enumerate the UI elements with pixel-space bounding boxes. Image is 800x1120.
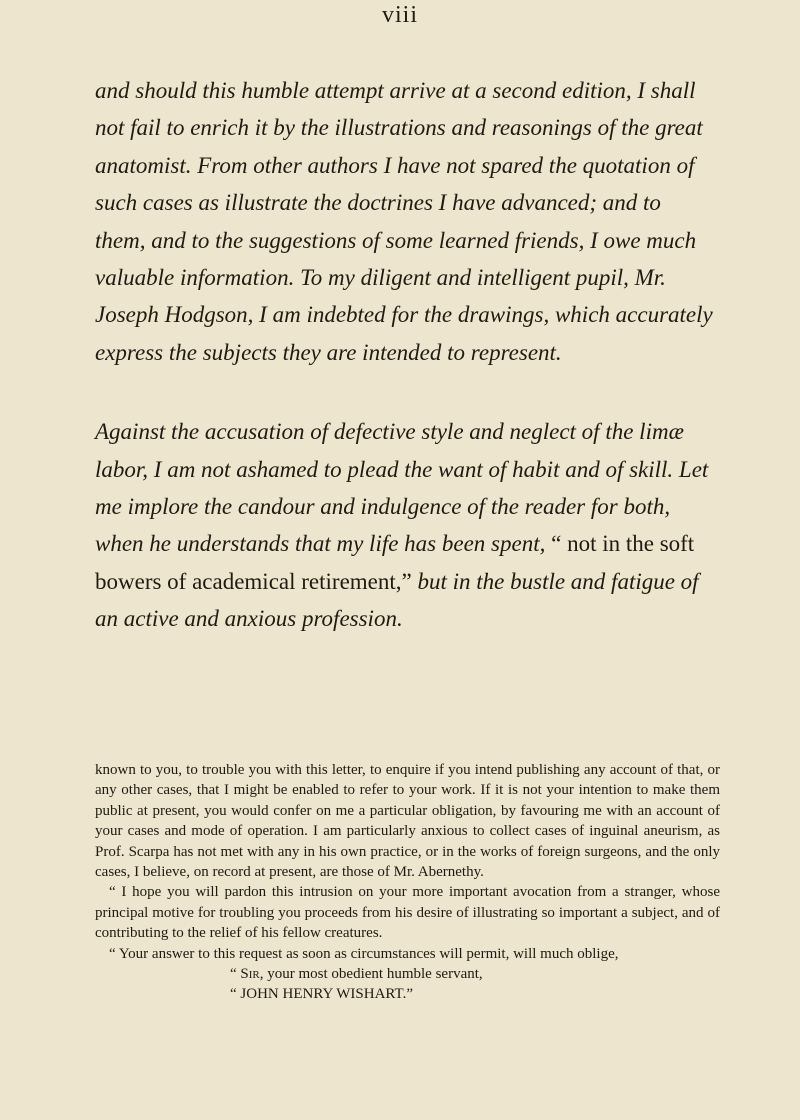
letter-signature: “ JOHN HENRY WISHART.” [230,986,413,1003]
paragraph-style-apology [95,413,715,637]
letter-paragraph-pardon: “ I hope you will pardon this intrusion on your more important avocation from a stranger, whose principal motive for troubling you proceeds from his desire of illustrating so important a subject, and of contributing to the relief of his fellow creatures. [95,884,720,942]
apology-italic-start: Against the accusation of defective style and neglect of the limæ labor, I am not ashamed to plead the want of habit and of skill. Let me implore the candour and indulgence of the reader for both, when he understands that my life has been spent, [95,419,709,557]
letter-paragraph-request: known to you, to trouble you with this letter, to enquire if you intend publishing any account of that, or any other cases, that I might be enabled to refer to your work. If it is not your intention to make them public at present, you would confer on me a particular obligation, by favouring me with an account of your cases and mode of operation. I am particularly anxious to collect cases of inguinal aneurism, as Prof. Scarpa has not met with any in his own practice, or in the works of foreign surgeons, and the only cases, I believe, on record at present, are those of Mr. Abernethy. [95,762,720,881]
closing-salutation: Sir [240,966,260,983]
letter-paragraph-answer: “ Your answer to this request as soon as circumstances will permit, will much oblige, [109,945,619,962]
closing-text: , your most obedient humble servant, [259,966,483,983]
apology-quotation: “ not in the soft bowers of academical retirement,” [95,531,695,594]
letter-footnote [95,760,720,1005]
main-text [95,72,715,680]
paragraph-edition: and should this humble attempt arrive at a second edition, I shall not fail to enrich it by the illustrations and reasonings of the great anatomist. From other authors I have not spared the quotation of such cases as illustrate the doctrines I have advanced; and to them, and to the suggestions of some learned friends, I owe much valuable information. To my diligent and intelligent pupil, Mr. Joseph Hodgson, I am indebted for the drawings, which accurately express the subjects they are intended to represent. [95,78,713,365]
closing-quote: “ [230,966,241,983]
page-number: viii [381,2,418,28]
letter-closing [95,964,720,984]
apology-italic-end: but in the bustle and fatigue of an active and anxious profession. [95,568,699,632]
